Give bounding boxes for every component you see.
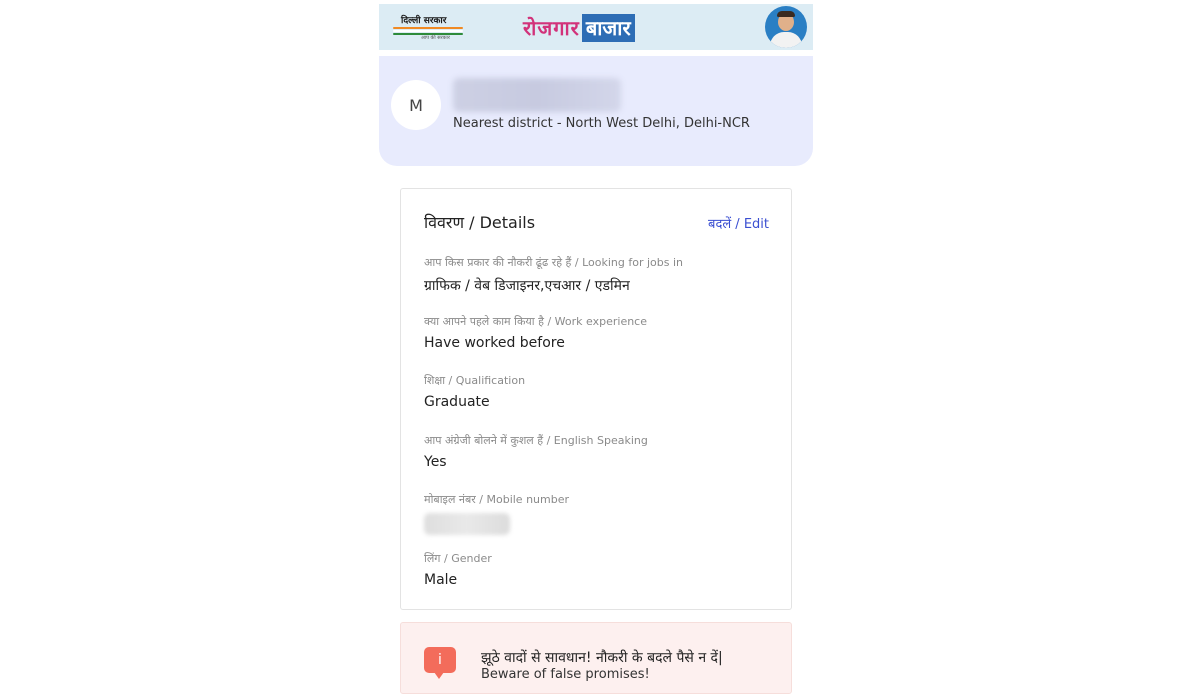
delhi-govt-logo (391, 13, 467, 43)
brand-part2: बाजार (582, 14, 635, 42)
field-value: Yes (424, 454, 447, 470)
edit-link[interactable]: बदलें / Edit (708, 217, 769, 232)
field-label: क्या आपने पहले काम किया है / Work experience (424, 315, 647, 328)
field-label: मोबाइल नंबर / Mobile number (424, 493, 570, 506)
details-title: विवरण / Details (424, 213, 536, 232)
field-value: ग्राफिक / वेब डिजाइनर,एचआर / एडमिन (424, 278, 630, 294)
field-value: Male (424, 572, 458, 588)
rozgar-bazaar-logo[interactable] (521, 14, 635, 42)
warning-text-hindi: झूठे वादों से सावधान! नौकरी के बदले पैसे न दें| (481, 650, 723, 666)
app-container (379, 0, 813, 682)
field-mobile-number (424, 492, 569, 535)
warning-text-english: Beware of false promises! (481, 667, 650, 682)
field-gender (424, 551, 492, 588)
details-card (400, 188, 792, 610)
info-icon: i (424, 647, 456, 673)
field-label: आप किस प्रकार की नौकरी ढूंढ रहे हैं / Looking for jobs in (424, 256, 683, 269)
field-value: Graduate (424, 394, 490, 410)
app-header (379, 4, 813, 50)
brand-part1: रोजगार (523, 16, 580, 40)
flag-stripe-white (393, 30, 463, 32)
field-value: Have worked before (424, 335, 565, 351)
user-name-redacted (453, 78, 621, 112)
field-job-type (424, 255, 683, 295)
field-label: लिंग / Gender (424, 552, 492, 565)
field-work-experience (424, 314, 647, 351)
gov-name: दिल्ली सरकार (401, 16, 447, 26)
field-english-speaking (424, 433, 648, 470)
gov-tagline: आप की सरकार (421, 35, 450, 41)
mobile-number-redacted (424, 513, 510, 535)
leader-photo-body (770, 32, 802, 48)
fraud-warning-card (400, 622, 792, 694)
avatar: M (391, 80, 441, 130)
field-qualification (424, 373, 525, 410)
leader-photo (765, 6, 807, 48)
profile-card (379, 56, 813, 166)
nearest-district: Nearest district - North West Delhi, Delhi-NCR (453, 116, 750, 131)
flag-stripe-saffron (393, 27, 463, 29)
field-label: शिक्षा / Qualification (424, 374, 526, 387)
leader-photo-hair (777, 11, 795, 17)
field-label: आप अंग्रेजी बोलने में कुशल हैं / English Speaking (424, 434, 648, 447)
